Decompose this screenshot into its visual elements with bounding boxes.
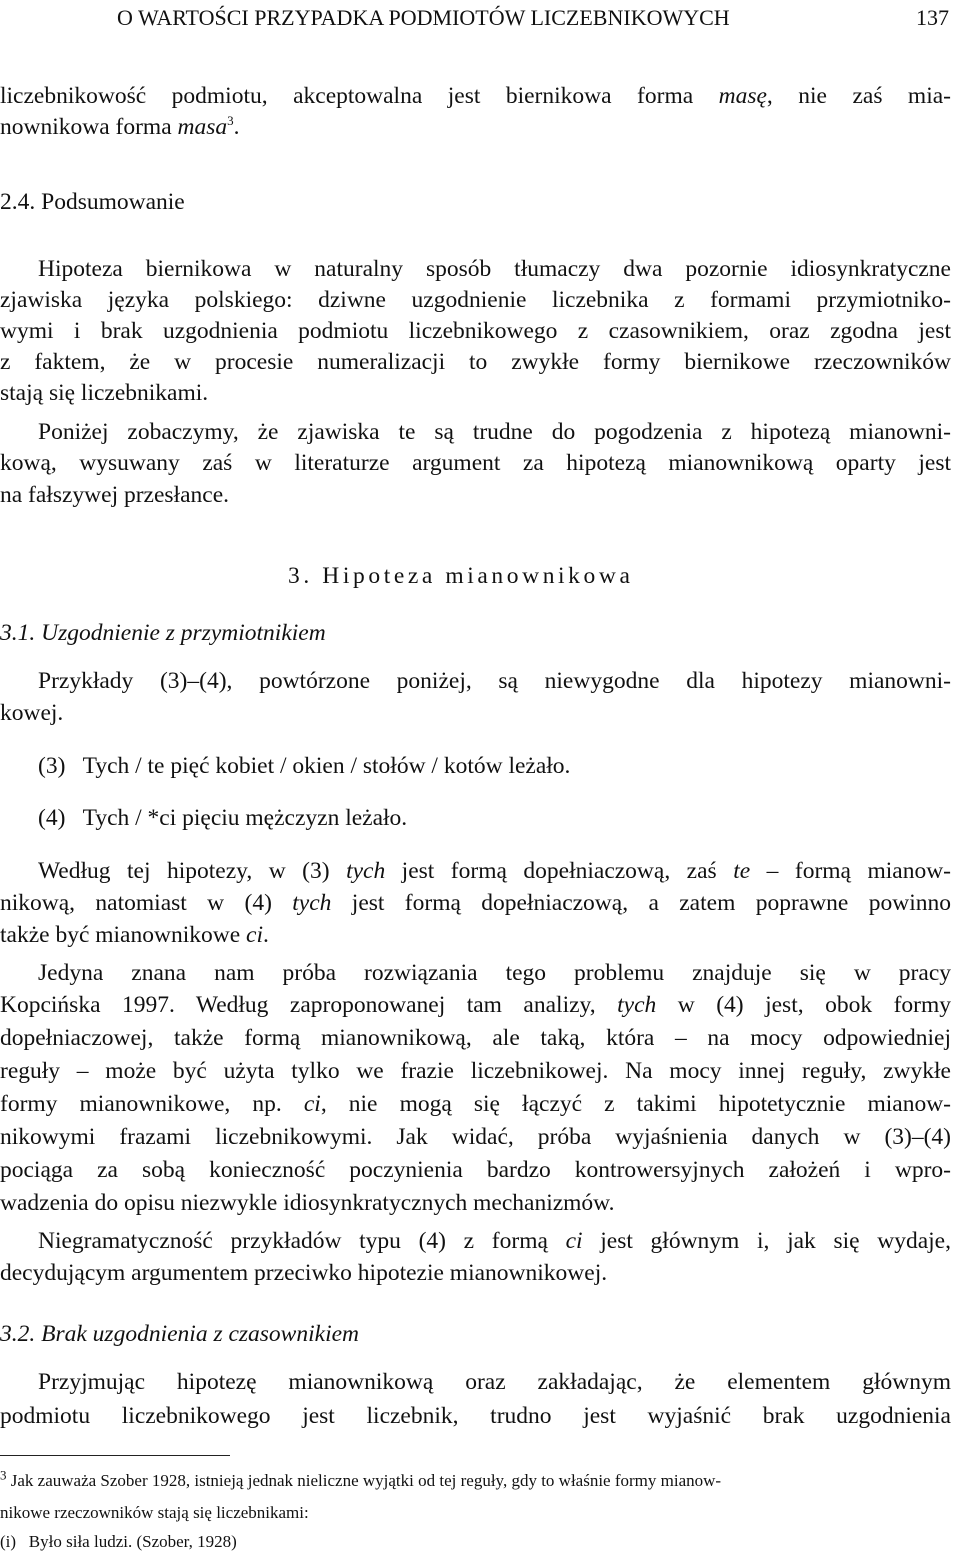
footnote-line: $^3$ Jak zauważa Szober 1928, istnieją jednak nieliczne wyjątki od tej reguły, gdy to właśnie formy mianow- [0, 1467, 722, 1490]
paragraph-line: reguły – może być użyta tylko we frazie liczebnikowej. Na mocy innej reguły, zwykłe [0, 1058, 951, 1084]
section-2-4-heading: 2.4. Podsumowanie [0, 189, 185, 215]
paragraph-line: zjawiska języka polskiego: dziwne uzgodnienie liczebnika z formami przymiotniko- [0, 287, 951, 313]
paragraph-line: Jedyna znana nam próba rozwiązania tego problemu znajduje się w pracy [38, 960, 951, 986]
paragraph-line: na fałszywej przesłance. [0, 482, 229, 508]
paragraph-line: Poniżej zobaczymy, że zjawiska te są trudne do pogodzenia z hipotezą mianowni- [38, 419, 951, 445]
paragraph-line: Niegramatyczność przykładów typu (4) z formą ci jest głównym i, jak się wydaje, [38, 1228, 951, 1254]
paragraph-line: wymi i brak uzgodnienia podmiotu liczebnikowego z czasownikiem, oraz zgodna jest [0, 318, 951, 344]
paragraph-line: Kopcińska 1997. Według zaproponowanej tam analizy, tych w (4) jest, obok formy [0, 992, 952, 1018]
paragraph-line: kowej. [0, 700, 64, 726]
footnote-line: nikowe rzeczowników stają się liczebnikami: [0, 1503, 309, 1522]
footnote-separator [0, 1455, 230, 1456]
page-number: 137 [916, 5, 949, 30]
running-title: O WARTOŚCI PRZYPADKA PODMIOTÓW LICZEBNIKOWYCH [117, 5, 730, 30]
section-3-heading: 3. Hipoteza mianownikowa [288, 563, 634, 589]
section-3-2-heading: 3.2. Brak uzgodnienia z czasownikiem [0, 1321, 359, 1347]
example-4: (4) Tych / *ci pięciu mężczyzn leżało. [38, 805, 408, 831]
paragraph-line: stają się liczebnikami. [0, 380, 209, 406]
intro-line-1: liczebnikowość podmiotu, akceptowalna jest biernikowa forma masę, nie zaś mia- [0, 83, 951, 109]
footnote-example: (i) Było siła ludzi. (Szober, 1928) [0, 1532, 237, 1551]
paragraph-line: z faktem, że w procesie numeralizacji to zwykłe formy biernikowe rzeczowników [0, 349, 951, 375]
paragraph-line: nikową, natomiast w (4) tych jest formą dopełniaczową, a zatem poprawne powinno [0, 890, 951, 916]
paragraph-line: Przyjmując hipotezę mianownikową oraz zakładając, że elementem głównym [38, 1369, 951, 1395]
footnote-marker: 3 [0, 1467, 7, 1483]
paragraph-line: także być mianownikowe ci. [0, 922, 269, 948]
paragraph-line: pociąga za sobą konieczność poczynienia bardzo kontrowersyjnych założeń i wpro- [0, 1157, 951, 1183]
paragraph-line: Przykłady (3)–(4), powtórzone poniżej, są niewygodne dla hipotezy mianowni- [38, 668, 951, 694]
paragraph-line: formy mianownikowe, np. ci, nie mogą się łączyć z takimi hipotetycznie mianow- [0, 1091, 952, 1117]
paragraph-line: Według tej hipotezy, w (3) tych jest formą dopełniaczową, zaś te – formą mianow- [38, 858, 952, 884]
paragraph-line: wadzenia do opisu niezwykle idiosynkratycznych mechanizmów. [0, 1190, 615, 1216]
paragraph-line: podmiotu liczebnikowego jest liczebnik, trudno jest wyjaśnić brak uzgodnienia [0, 1403, 951, 1429]
paragraph-line: Hipoteza biernikowa w naturalny sposób tłumaczy dwa pozornie idiosynkratyczne [38, 256, 951, 282]
intro-line-2: nownikowa forma masa$^3$. [0, 113, 240, 140]
paragraph-line: kową, wysuwany zaś w literaturze argument za hipotezą mianownikową oparty jest [0, 450, 951, 476]
paragraph-line: nikowymi frazami liczebnikowymi. Jak widać, próba wyjaśnienia danych w (3)–(4) [0, 1124, 951, 1150]
example-3: (3) Tych / te pięć kobiet / okien / stołów / kotów leżało. [38, 753, 571, 779]
paragraph-line: decydującym argumentem przeciwko hipotezie mianownikowej. [0, 1260, 608, 1286]
paragraph-line: dopełniaczowej, także formą mianownikową, ale taką, która – na mocy odpowiedniej [0, 1025, 951, 1051]
section-3-1-heading: 3.1. Uzgodnienie z przymiotnikiem [0, 620, 326, 646]
footnote-ref-3: 3 [227, 113, 234, 129]
